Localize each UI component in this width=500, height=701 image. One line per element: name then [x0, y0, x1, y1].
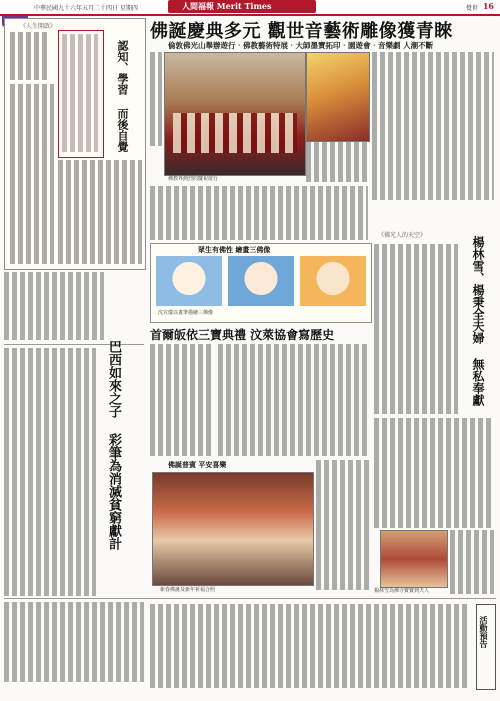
buddha-strip-title: 眾生有佛性 繪畫三佛像 [198, 245, 271, 254]
text-block [150, 52, 162, 146]
text-block [374, 244, 458, 414]
masthead-title: 人間福報 Merit Times [182, 1, 272, 11]
buddha-painting-3 [300, 256, 366, 306]
text-block [10, 32, 50, 80]
story2-headline: 首爾皈依三寶典禮 汶萊協會寫歷史 [150, 328, 335, 342]
top-headline: 佛誕慶典多元 觀世音藝術雕像獲青睞 [150, 21, 453, 42]
top-subhead: 倫敦佛光山舉辦遊行‧佛教藝術特展‧大師墨寶拓印‧園遊會‧音樂劇 人潮不斷 [168, 41, 434, 50]
left-section-label: 《人生開啟》 [20, 23, 57, 30]
event-notice-label: 活動預告 [479, 616, 489, 648]
buddha-painting-1 [156, 256, 222, 306]
portrait-photo [380, 530, 448, 588]
pullquote-text [62, 34, 98, 152]
text-block [10, 84, 54, 264]
portrait-caption: 楊林雪為佛寺寶寶到夫人 [374, 588, 430, 594]
right-headline: 楊林雪、楊秉全夫婦 無私奉獻 [471, 236, 485, 406]
text-block [316, 460, 370, 590]
page-header [0, 0, 500, 16]
text-block [4, 602, 144, 682]
buddha-painting-2 [228, 256, 294, 306]
text-block [4, 348, 96, 596]
story3-title: 佛誕普賓 平安喜樂 [168, 460, 227, 469]
section-name: 覺世 [465, 5, 478, 12]
footer-divider [4, 598, 496, 599]
issue-date: 中華民國九十六年五月二十四日 星期四 [34, 5, 138, 12]
text-block [374, 418, 494, 528]
group-photo [152, 472, 314, 586]
page-number: 16 [482, 1, 494, 11]
text-block [150, 186, 368, 240]
text-block [4, 272, 104, 340]
text-block [150, 604, 470, 688]
text-block [306, 142, 368, 182]
group-photo-caption: 新春佛誕及新年祈福合照 [160, 587, 216, 593]
text-block [150, 344, 214, 456]
text-block [58, 160, 142, 264]
text-block [372, 52, 494, 200]
statue-photo [306, 52, 370, 142]
essay-title: 認知、學習 而後自覺 [116, 40, 129, 152]
divider [4, 344, 144, 345]
brazil-story-title: 巴西如來之子 彩筆為消滅貧窮獻計 [106, 340, 121, 550]
buddha-caption: 沈宣儀以畫筆描繪三佛像 [158, 310, 214, 316]
parade-photo [164, 52, 306, 176]
masthead [168, 0, 316, 13]
text-block [218, 344, 370, 456]
text-block [450, 530, 494, 594]
right-section-label: 《佛光人的天空》 [378, 232, 427, 239]
parade-caption: 佛教界熱烈的慶祝遊行 [168, 176, 219, 182]
